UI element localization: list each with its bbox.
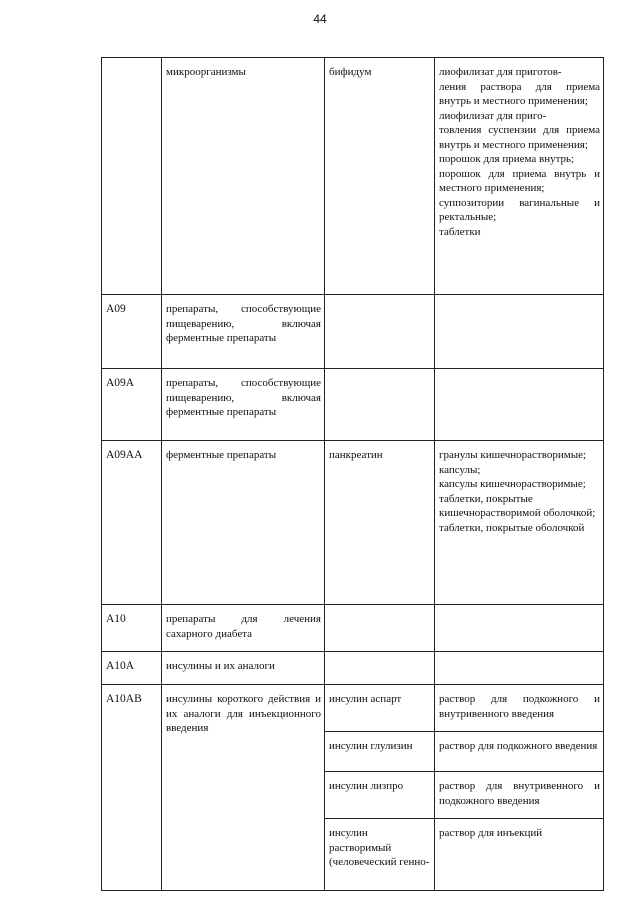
substance-cell: инсулин лизпро [325,772,435,819]
dosage-forms-cell: раствор для инъекций [435,819,604,891]
atc-code-cell: A10 [102,605,162,652]
group-cell: инсулины и их аналоги [162,652,325,685]
substance-cell [325,295,435,369]
table-row [102,652,604,685]
substance-cell: инсулин растворимый (человеческий генно- [325,819,435,891]
drug-table [101,57,604,891]
atc-code-cell: A09 [102,295,162,369]
substance-cell [325,652,435,685]
dosage-forms-cell [435,369,604,441]
dosage-forms-cell: лиофилизат для приготов- ления раствора для приема внутрь и местного применения; лиофилизат для приго- товления суспензии для приема внутрь и местного применения; порошок для приема внутрь; порошок для приема внутрь и местного применения; суппозитории вагинальные и ректальные; таблетки [435,58,604,295]
page-number: 44 [313,12,327,26]
group-cell: инсулины короткого действия и их аналоги для инъекционного введения [162,685,325,891]
dosage-forms-cell: раствор для внутривенного и подкожного введения [435,772,604,819]
dosage-forms-cell [435,652,604,685]
group-cell: препараты, способствующие пищеварению, включая ферментные препараты [162,369,325,441]
dosage-forms-cell: гранулы кишечнорастворимые; капсулы; капсулы кишечнорастворимые; таблетки, покрытые кишечнорастворимой оболочкой; таблетки, покрытые оболочкой [435,441,604,605]
table-row [102,441,604,605]
table-row [102,295,604,369]
group-cell: микроорганизмы [162,58,325,295]
substance-cell: бифидум [325,58,435,295]
atc-code-cell: A09A [102,369,162,441]
dosage-forms-cell: раствор для подкожного и внутривенного введения [435,685,604,732]
group-cell: препараты, способствующие пищеварению, включая ферментные препараты [162,295,325,369]
substance-cell: инсулин аспарт [325,685,435,732]
dosage-forms-cell: раствор для подкожного введения [435,732,604,772]
substance-cell: инсулин глулизин [325,732,435,772]
dosage-forms-cell [435,295,604,369]
atc-code-cell: A09AA [102,441,162,605]
table-row [102,605,604,652]
substance-cell: панкреатин [325,441,435,605]
substance-cell [325,369,435,441]
dosage-forms-cell [435,605,604,652]
table-row [102,685,604,732]
atc-code-cell: A10A [102,652,162,685]
table-row [102,58,604,295]
substance-cell [325,605,435,652]
atc-code-cell: A10AB [102,685,162,891]
atc-code-cell [102,58,162,295]
table-row [102,369,604,441]
group-cell: препараты для лечения сахарного диабета [162,605,325,652]
group-cell: ферментные препараты [162,441,325,605]
